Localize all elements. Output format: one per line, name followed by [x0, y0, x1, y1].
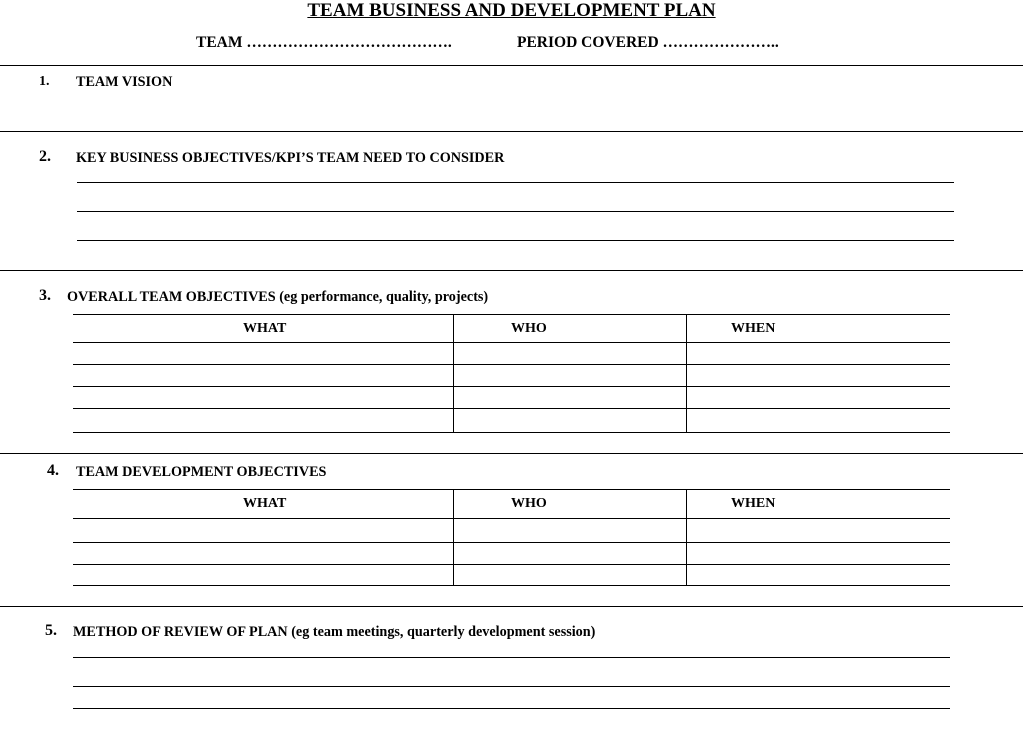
table-row[interactable]: [73, 342, 950, 343]
period-field[interactable]: [517, 34, 779, 52]
table-row[interactable]: [73, 408, 950, 409]
column-header-who: WHO: [511, 496, 547, 511]
section-3-number: 3.: [39, 287, 51, 304]
section-3-heading: OVERALL TEAM OBJECTIVES (eg performance, quality, projects): [67, 289, 489, 305]
document-title: TEAM BUSINESS AND DEVELOPMENT PLAN: [307, 0, 716, 21]
team-field[interactable]: [196, 34, 452, 52]
period-label: PERIOD COVERED: [517, 34, 659, 51]
writing-line[interactable]: [73, 657, 950, 658]
table-row[interactable]: [73, 386, 950, 387]
section-divider: [0, 270, 1023, 271]
column-header-when: WHEN: [731, 496, 776, 511]
section-1-number: 1.: [39, 74, 50, 89]
writing-line[interactable]: [77, 211, 954, 212]
team-blank: ………………………………….: [246, 34, 452, 51]
column-divider: [453, 489, 454, 585]
team-label: TEAM: [196, 34, 243, 51]
writing-line[interactable]: [77, 240, 954, 241]
section-5-number: 5.: [45, 622, 57, 639]
column-header-who: WHO: [511, 321, 547, 336]
section-divider: [0, 65, 1023, 66]
column-divider: [453, 314, 454, 432]
section-5-heading: METHOD OF REVIEW OF PLAN (eg team meetings, quarterly development session): [73, 624, 596, 640]
section-divider: [0, 453, 1023, 454]
writing-line[interactable]: [73, 686, 950, 687]
table-rule: [73, 489, 950, 490]
section-4-number: 4.: [47, 462, 59, 479]
section-2-heading: KEY BUSINESS OBJECTIVES/KPI’S TEAM NEED TO CONSIDER: [76, 150, 505, 166]
table-row[interactable]: [73, 518, 950, 519]
writing-line[interactable]: [77, 182, 954, 183]
writing-line[interactable]: [73, 708, 950, 709]
table-row[interactable]: [73, 585, 950, 586]
section-divider: [0, 131, 1023, 132]
table-row[interactable]: [73, 542, 950, 543]
column-divider: [686, 314, 687, 432]
column-header-what: WHAT: [243, 496, 287, 511]
section-4-heading: TEAM DEVELOPMENT OBJECTIVES: [76, 464, 327, 480]
column-divider: [686, 489, 687, 585]
column-header-when: WHEN: [731, 321, 776, 336]
table-row[interactable]: [73, 364, 950, 365]
table-rule: [73, 314, 950, 315]
table-row[interactable]: [73, 432, 950, 433]
section-1-heading: TEAM VISION: [76, 74, 173, 90]
table-row[interactable]: [73, 564, 950, 565]
period-blank: …………………..: [662, 34, 779, 51]
section-2-number: 2.: [39, 148, 51, 165]
column-header-what: WHAT: [243, 321, 287, 336]
section-divider: [0, 606, 1023, 607]
